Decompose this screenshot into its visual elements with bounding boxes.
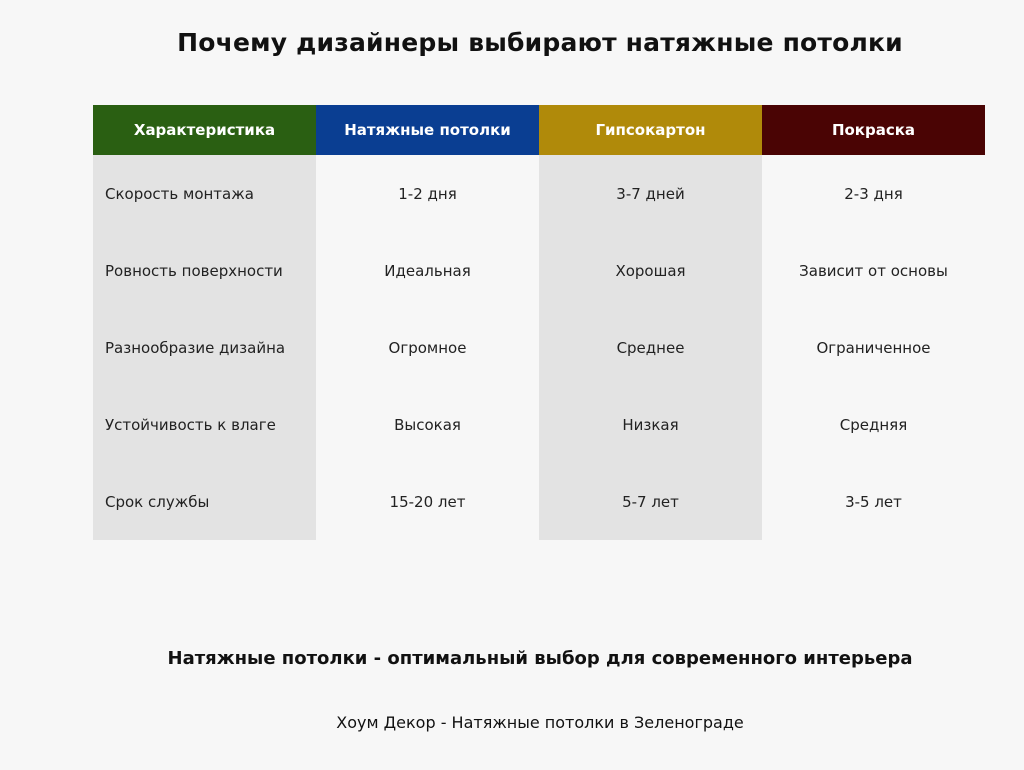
cell-feature: Устойчивость к влаге (93, 386, 316, 463)
cell-paint: Зависит от основы (762, 232, 985, 309)
header-paint: Покраска (762, 105, 985, 155)
conclusion-text: Натяжные потолки - оптимальный выбор для современного интерьера (167, 648, 913, 669)
cell-feature: Разнообразие дизайна (93, 309, 316, 386)
cell-drywall: 3-7 дней (539, 155, 762, 232)
cell-stretch-ceilings: 15-20 лет (316, 463, 539, 540)
table-row (93, 309, 985, 386)
cell-stretch-ceilings: Высокая (316, 386, 539, 463)
header-feature: Характеристика (93, 105, 316, 155)
cell-feature: Ровность поверхности (93, 232, 316, 309)
cell-feature: Срок службы (93, 463, 316, 540)
comparison-table (93, 105, 985, 540)
page-title: Почему дизайнеры выбирают натяжные потолки (177, 28, 903, 57)
cell-paint: Ограниченное (762, 309, 985, 386)
table-header-row (93, 105, 985, 155)
footer-text: Хоум Декор - Натяжные потолки в Зеленограде (336, 713, 744, 732)
cell-stretch-ceilings: 1-2 дня (316, 155, 539, 232)
cell-drywall: Низкая (539, 386, 762, 463)
cell-feature: Скорость монтажа (93, 155, 316, 232)
cell-stretch-ceilings: Огромное (316, 309, 539, 386)
header-stretch-ceilings: Натяжные потолки (316, 105, 539, 155)
cell-drywall: Среднее (539, 309, 762, 386)
table-row (93, 463, 985, 540)
cell-paint: 2-3 дня (762, 155, 985, 232)
cell-drywall: 5-7 лет (539, 463, 762, 540)
cell-stretch-ceilings: Идеальная (316, 232, 539, 309)
cell-paint: 3-5 лет (762, 463, 985, 540)
cell-drywall: Хорошая (539, 232, 762, 309)
table-row (93, 232, 985, 309)
cell-paint: Средняя (762, 386, 985, 463)
table-row (93, 155, 985, 232)
table-row (93, 386, 985, 463)
header-drywall: Гипсокартон (539, 105, 762, 155)
